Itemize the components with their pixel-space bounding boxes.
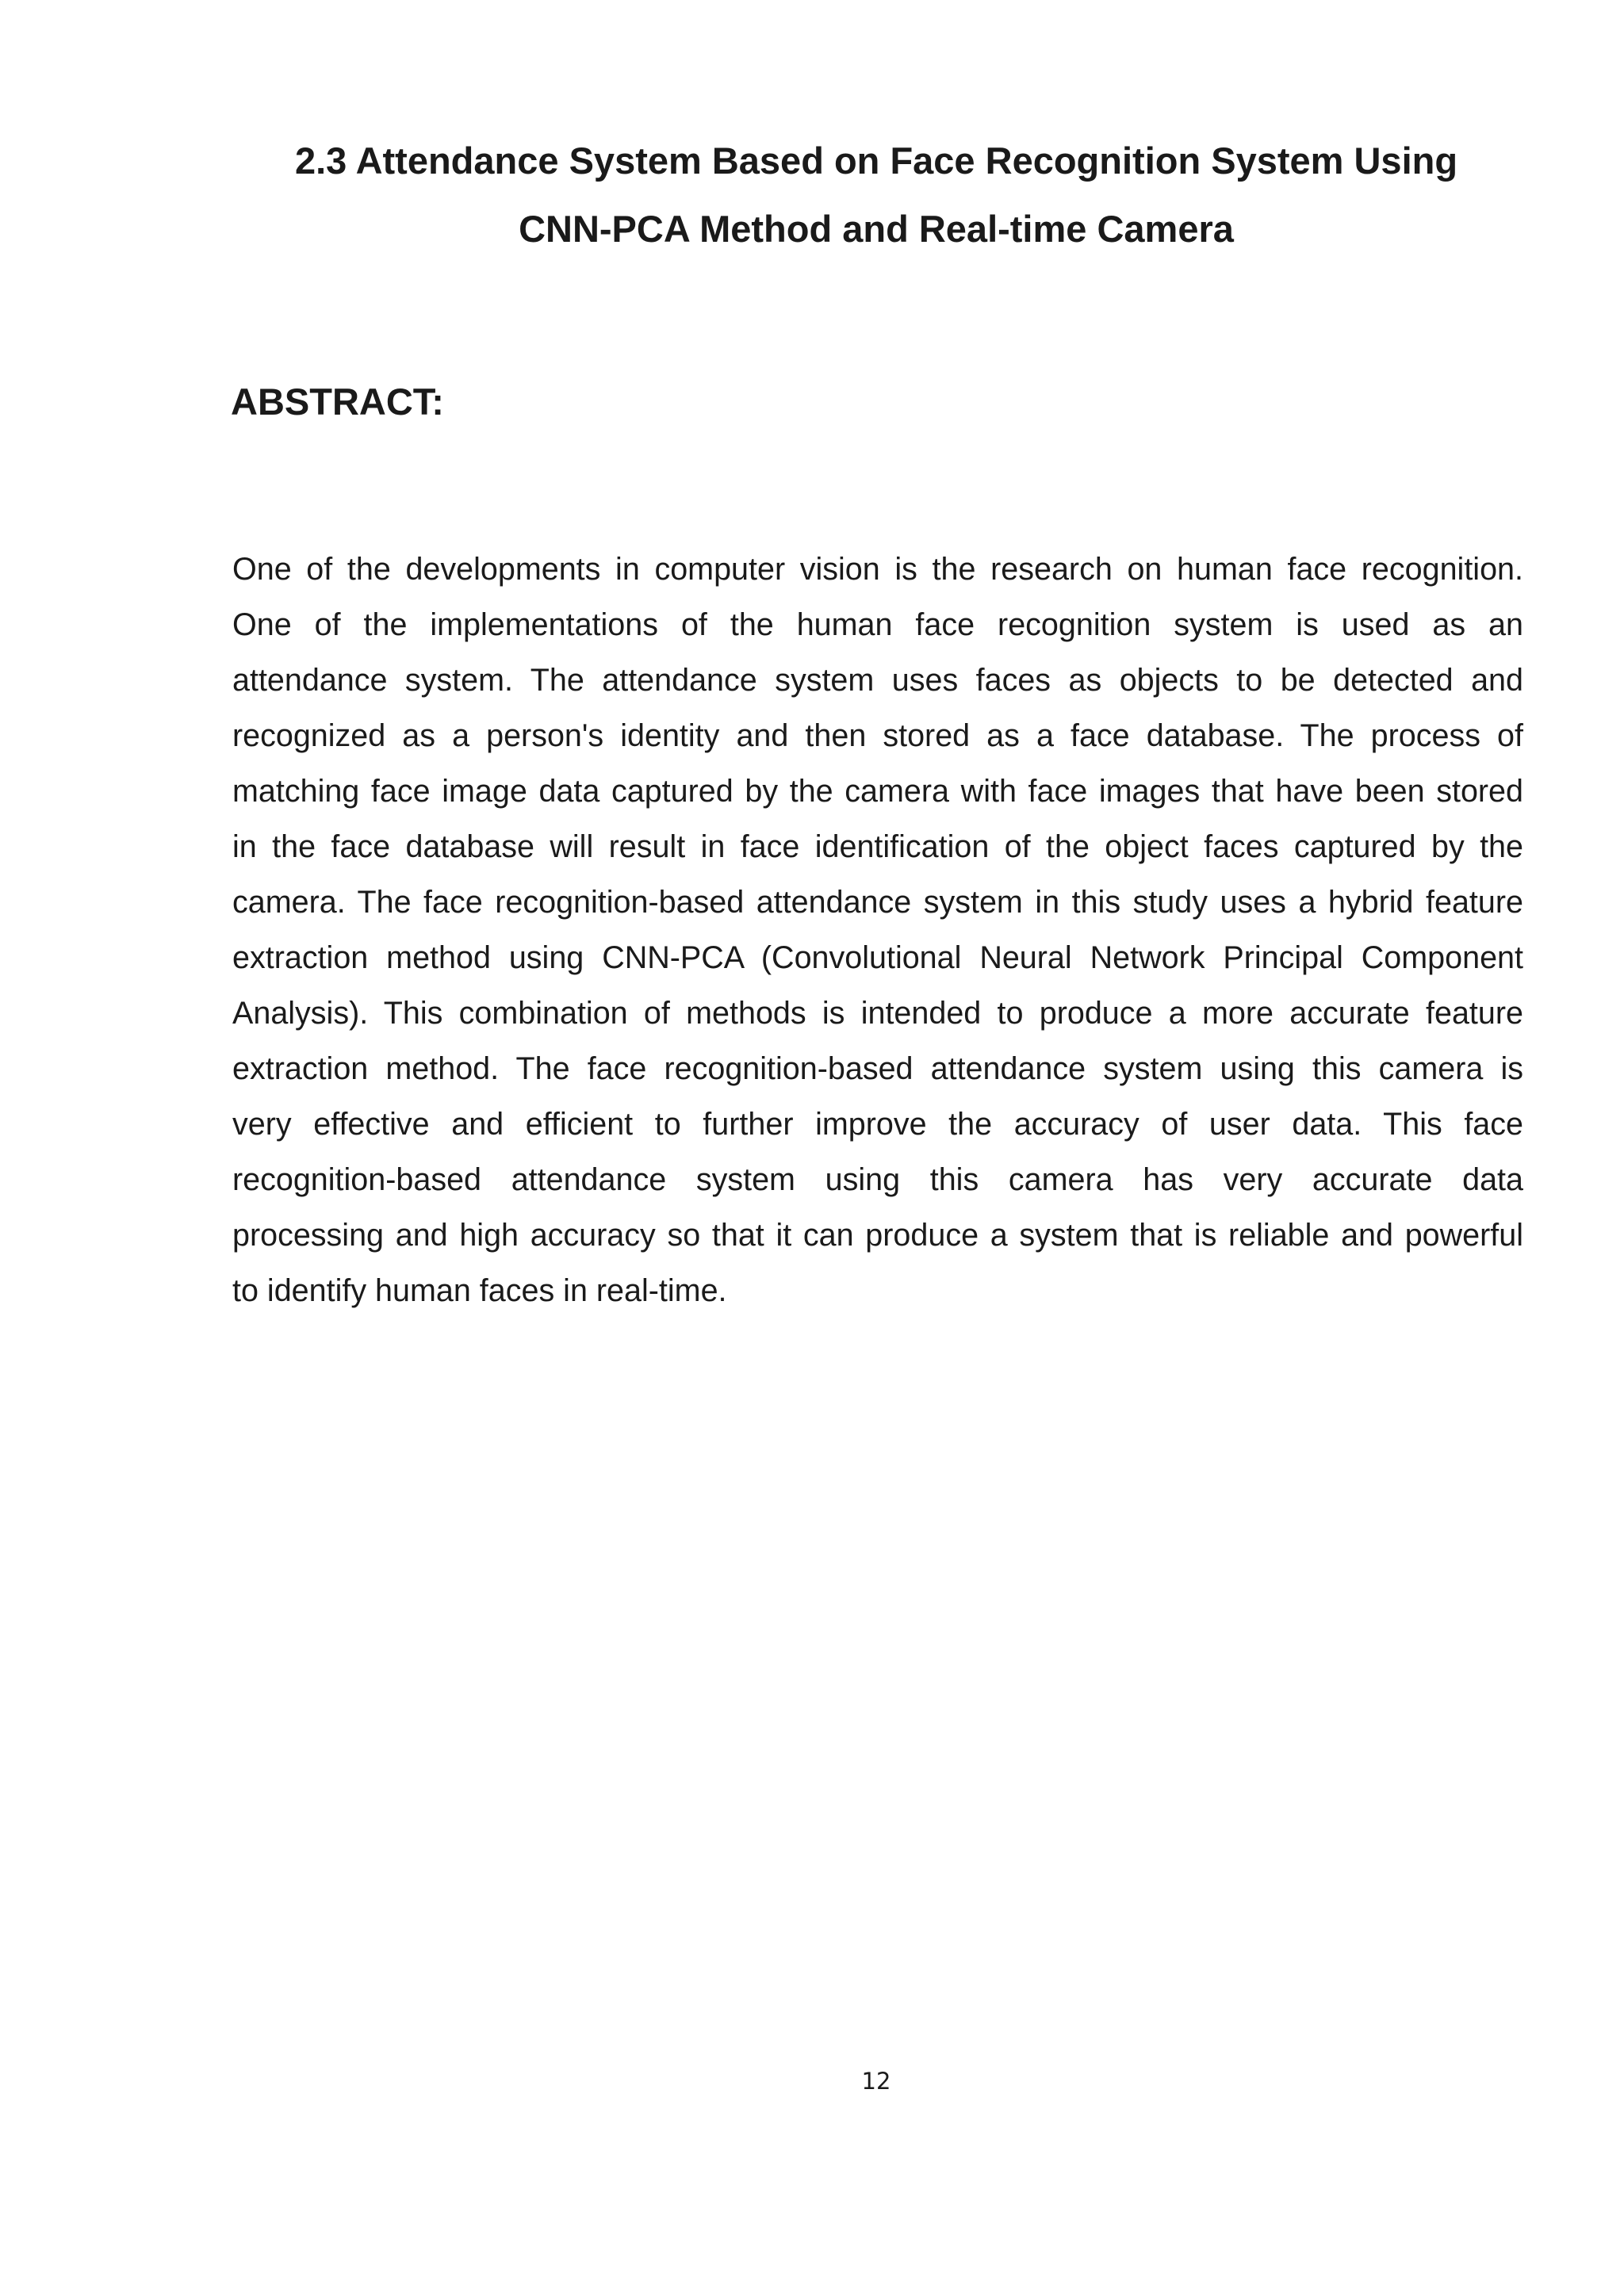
abstract-line: One of the developments in computer vision is the research on human face recognition. <box>232 552 1523 587</box>
page-number: 12 <box>861 2068 891 2095</box>
abstract-line: extraction method. The face recognition-based attendance system using this camera is <box>232 1051 1523 1086</box>
abstract-line: camera. The face recognition-based attendance system in this study uses a hybrid feature <box>232 885 1523 920</box>
section-title <box>230 127 1522 263</box>
abstract-line: matching face image data captured by the camera with face images that have been stored <box>232 774 1523 809</box>
abstract-line: extraction method using CNN-PCA (Convolutional Neural Network Principal Component <box>232 940 1523 975</box>
abstract-line: recognition-based attendance system using this camera has very accurate data <box>232 1162 1523 1197</box>
abstract-line: One of the implementations of the human face recognition system is used as an <box>232 607 1523 642</box>
abstract-line: very effective and efficient to further improve the accuracy of user data. This face <box>232 1107 1523 1142</box>
abstract-line: processing and high accuracy so that it can produce a system that is reliable and powerful <box>232 1218 1523 1253</box>
abstract-line: to identify human faces in real-time. <box>232 1273 727 1308</box>
abstract-heading: ABSTRACT: <box>231 381 444 423</box>
abstract-paragraph <box>232 541 1523 1318</box>
abstract-line: Analysis). This combination of methods is intended to produce a more accurate feature <box>232 996 1523 1031</box>
abstract-line: attendance system. The attendance system uses faces as objects to be detected and <box>232 663 1523 698</box>
abstract-line: in the face database will result in face identification of the object faces captured by the <box>232 829 1523 864</box>
abstract-line: recognized as a person's identity and then stored as a face database. The process of <box>232 718 1523 753</box>
section-title-line-2: CNN-PCA Method and Real-time Camera <box>519 208 1234 250</box>
section-title-line-1: 2.3 Attendance System Based on Face Recognition System Using <box>294 140 1458 182</box>
